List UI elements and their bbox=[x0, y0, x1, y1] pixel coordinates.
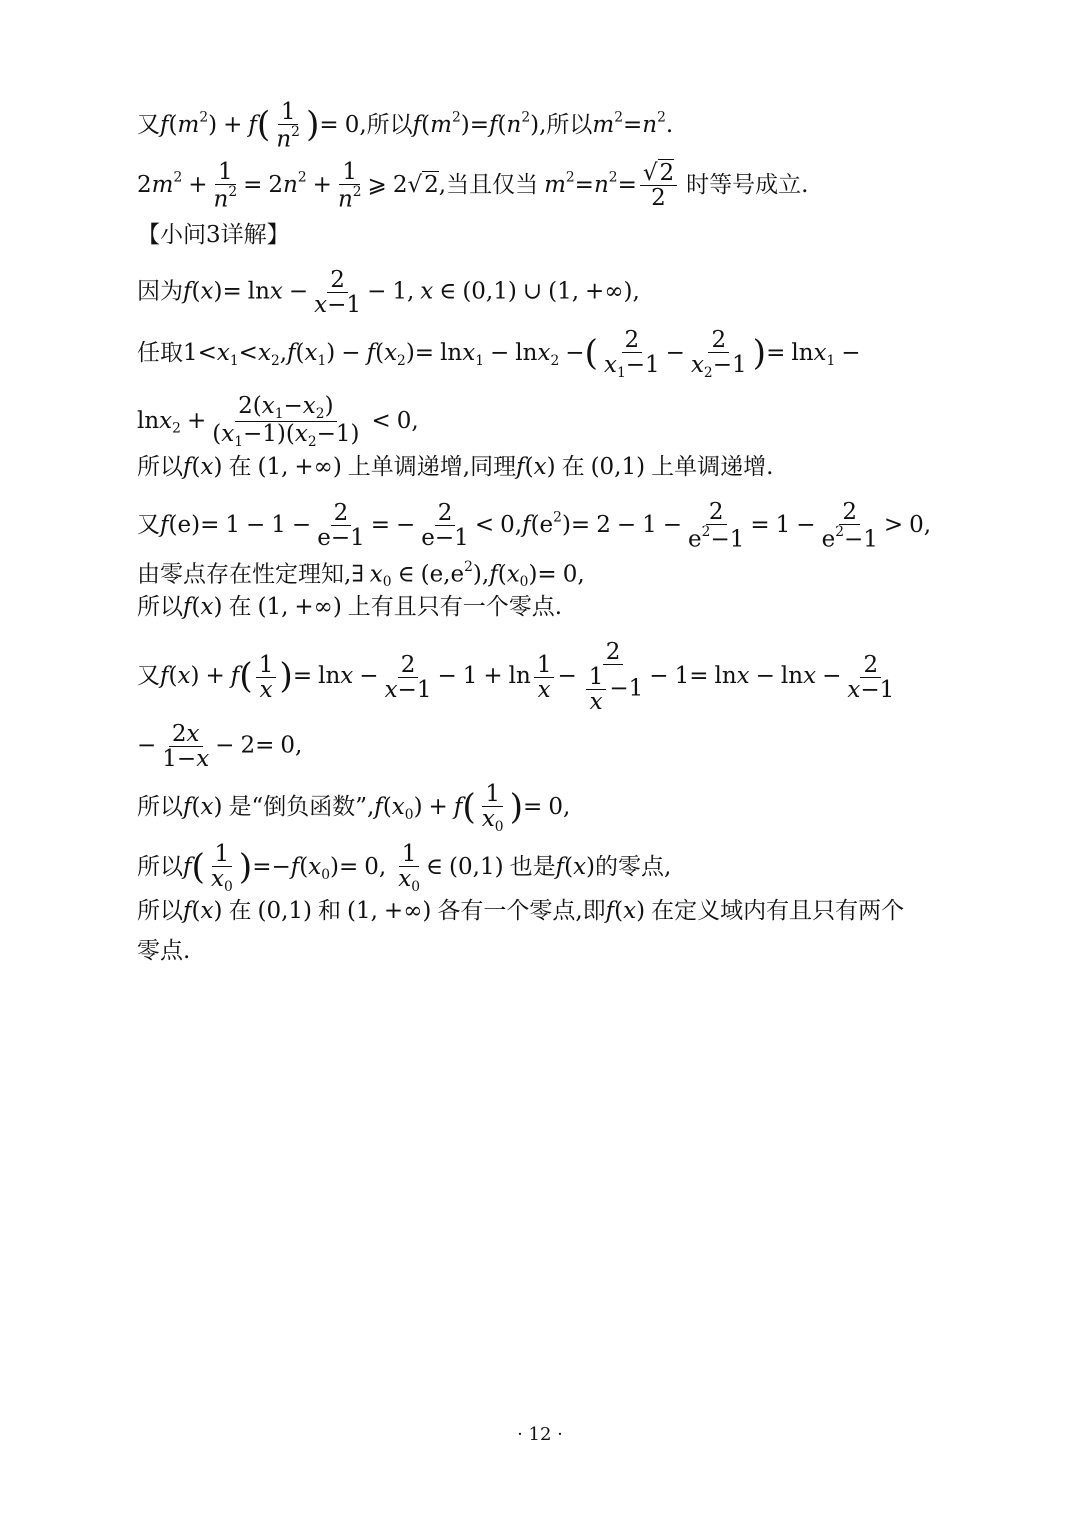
math-line-10: 又f(x) + f( $\frac{1}{x}$ )= lnx − $\frac{2}{x-1}$ − 1 + ln $\frac{1}{x}$ − 2 $\frac{1}{x}$ −1 − 1= lnx − lnx − $\frac{2}{x-1}$ bbox=[137, 639, 895, 716]
math-line-15: 零点. bbox=[137, 938, 191, 964]
math-line-2: $2m^2$ + $\frac{1}{n^2}$ = $2n^2$ + $\frac{1}{n^2}$ ⩾ 2√2,当且仅当 $m^2=n^2=$ $\frac{√2}{2}$ 时等号成立. bbox=[137, 159, 809, 213]
math-line-14: 所以f(x) 在 (0,1) 和 (1, +∞) 各有一个零点,即f(x) 在定义域内有且只有两个 bbox=[137, 898, 905, 924]
math-line-3: 因为f(x)= lnx − $\frac{2}{x-1}$ − 1, x ∈ (0,1) ∪ (1, +∞), bbox=[137, 267, 640, 319]
math-line-5: lnx$_2$ + $\frac{2(x_1-x_2)}{(x_1-1)(x_2-1)}$ < 0, bbox=[137, 393, 419, 451]
math-line-9: 所以f(x) 在 (1, +∞) 上有且只有一个零点. bbox=[137, 594, 563, 620]
page-number: · 12 · bbox=[517, 1424, 563, 1445]
math-line-12: 所以f(x) 是“倒负函数$”,f(x_0) + f$( $\frac{1}{x_0}$ )= 0, bbox=[137, 781, 571, 835]
math-line-13: 所以f( $\frac{1}{x_0}$ )$=-f(x_0)= 0$, $\frac{1}{x_0}$ ∈ (0,1) 也是f(x)的零点, bbox=[137, 841, 672, 895]
math-line-1: 又$f(m^2) + f$( $\frac{1}{n^2}$ )= 0,所以$f(m^2)=f(n^2)$,所以$m^2=n^2$. bbox=[137, 99, 674, 153]
math-line-6: 所以f(x) 在 (1, +∞) 上单调递增,同理f(x) 在 (0,1) 上单调递增. bbox=[137, 454, 774, 480]
math-line-8: 由零点存在性定理知,∃ $x_0$ ∈ $(e,e^2),f(x_0)= 0$, bbox=[137, 559, 585, 591]
math-line-11: − $\frac{2x}{1-x}$ − 2= 0, bbox=[137, 721, 303, 773]
math-line-4: 任取$1<x_1<x_2,f(x_1) - f(x_2)= \ln x_1 - \ln x_2$ −( $\frac{2}{x_1-1}$ − $\frac{2}{x_2-1}$ )= lnx$_1$ − bbox=[137, 327, 861, 381]
math-line-7: 又f(e)= 1 − 1 − $\frac{2}{e-1}$ = − $\frac{2}{e-1}$ < $0,f(e^2)= 2 - 1$ − $\frac{2}{e^2-1}$ = 1 − $\frac{2}{e^2-1}$ > 0, bbox=[137, 499, 932, 553]
section-heading: 【小问3详解】 bbox=[137, 222, 290, 248]
